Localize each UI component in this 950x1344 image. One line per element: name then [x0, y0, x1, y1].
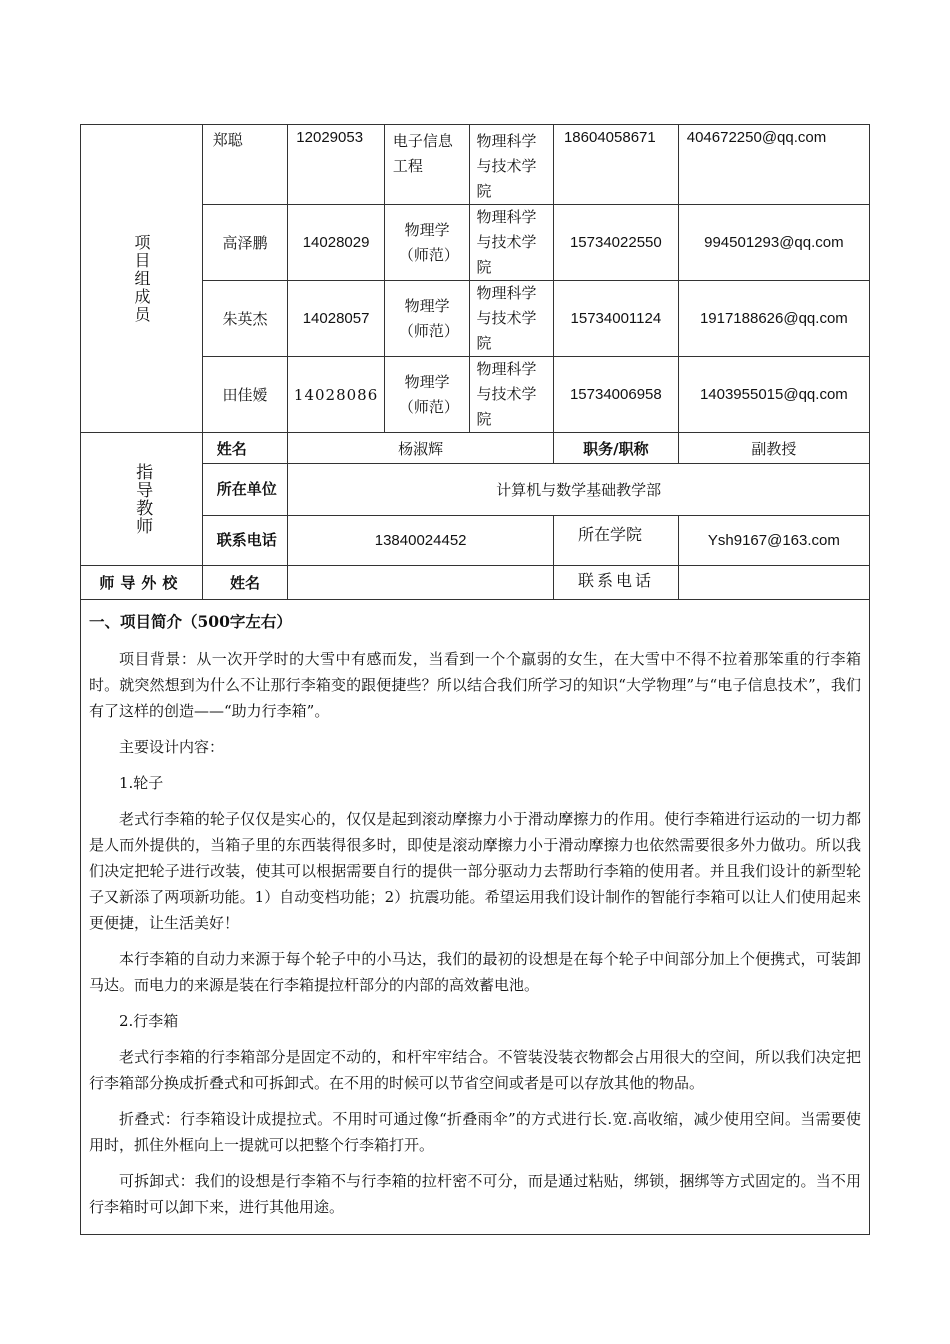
application-form [80, 124, 870, 1235]
member-email: 994501293@qq.com [678, 205, 869, 281]
info-table [80, 124, 870, 1235]
advisor-email: Ysh9167@163.com [678, 516, 869, 566]
member-email: 1917188626@qq.com [678, 281, 869, 357]
intro-paragraph: 本行李箱的自动力来源于每个轮子中的小马达，我们的最初的设想是在每个轮子中间部分加上个便携式，可装卸马达。而电力的来源是装在行李箱提拉杆部分的内部的高效蓄电池。 [89, 950, 861, 994]
member-major: 电子信息工程 [384, 125, 470, 205]
advisor-name-label: 姓名 [202, 433, 288, 464]
member-email: 1403955015@qq.com [678, 357, 869, 433]
advisor-title: 副教授 [678, 433, 869, 464]
advisor-name-row [81, 433, 870, 464]
member-name: 朱英杰 [202, 281, 288, 357]
intro-paragraph: 折叠式：行李箱设计成提拉式。不用时可通过像“折叠雨伞”的方式进行长.宽.高收缩，减少使用空间。当需要使用时，抓住外框向上一提就可以把整个行李箱打开。 [89, 1110, 861, 1154]
members-section-label-cell [81, 125, 203, 433]
advisor-unit-label: 所在单位 [202, 464, 288, 516]
advisor-phone: 13840024452 [288, 516, 554, 566]
advisor-college-label: 所在学院 [553, 516, 678, 566]
member-college: 物理科学与技术学院 [470, 357, 554, 433]
advisor-unit: 计算机与数学基础教学部 [288, 464, 870, 516]
member-major: 物理学（师范） [384, 281, 470, 357]
advisor-name: 杨淑辉 [288, 433, 554, 464]
intro-paragraph: 1.轮子 [119, 774, 164, 792]
member-name: 高泽鹏 [202, 205, 288, 281]
member-college: 物理科学与技术学院 [470, 205, 554, 281]
member-student-id: 14028057 [288, 281, 385, 357]
intro-paragraph: 2.行李箱 [119, 1012, 179, 1030]
intro-paragraph: 可拆卸式：我们的设想是行李箱不与行李箱的拉杆密不可分，而是通过粘贴，绑锁，捆绑等方式固定的。当不用行李箱时可以卸下来，进行其他用途。 [89, 1172, 861, 1216]
intro-paragraph: 项目背景：从一次开学时的大雪中有感而发，当看到一个个羸弱的女生，在大雪中不得不拉着那笨重的行李箱时。就突然想到为什么不让那行李箱变的跟便捷些？所以结合我们所学习的知识“大学物理”与“电子信息技术”，我们有了这样的创造——“助力行李箱”。 [89, 650, 861, 720]
intro-row [81, 600, 870, 1235]
member-student-id: 14028029 [288, 205, 385, 281]
member-college: 物理科学与技术学院 [470, 281, 554, 357]
advisor-phone-label: 联系电话 [202, 516, 288, 566]
member-phone: 15734006958 [553, 357, 678, 433]
member-major: 物理学（师范） [384, 357, 470, 433]
member-name: 田佳嫒 [202, 357, 288, 433]
intro-section [81, 600, 870, 1235]
members-section-label: 项目组成员 [131, 233, 151, 324]
member-phone: 15734022550 [553, 205, 678, 281]
member-student-id: 14028086 [288, 357, 385, 433]
member-row [81, 125, 870, 205]
advisor-section-label-cell [81, 433, 203, 566]
member-email: 404672250@qq.com [678, 125, 869, 205]
intro-heading: 一、项目简介（500字左右） [89, 612, 292, 631]
advisor-section-label: 指导教师 [132, 463, 153, 535]
member-name: 郑聪 [202, 125, 288, 205]
member-student-id: 12029053 [288, 125, 385, 205]
member-phone: 15734001124 [553, 281, 678, 357]
external-advisor-phone-label: 联系电话 [553, 566, 678, 600]
external-advisor-name-label: 姓名 [202, 566, 288, 600]
external-advisor-label: 师导外校 [81, 566, 203, 600]
intro-paragraph: 老式行李箱的行李箱部分是固定不动的，和杆牢牢结合。不管装没装衣物都会占用很大的空间，所以我们决定把行李箱部分换成折叠式和可拆卸式。在不用的时候可以节省空间或者是可以存放其他的物品。 [89, 1048, 861, 1092]
advisor-title-label: 职务/职称 [553, 433, 678, 464]
member-major: 物理学（师范） [384, 205, 470, 281]
member-college: 物理科学与技术学院 [470, 125, 554, 205]
external-advisor-row [81, 566, 870, 600]
member-phone: 18604058671 [553, 125, 678, 205]
external-advisor-name [288, 566, 554, 600]
external-advisor-phone [678, 566, 869, 600]
intro-paragraph: 主要设计内容： [119, 738, 225, 756]
intro-paragraph: 老式行李箱的轮子仅仅是实心的，仅仅是起到滚动摩擦力小于滑动摩擦力的作用。使行李箱进行运动的一切力都是人而外提供的，当箱子里的东西装得很多时，即使是滚动摩擦力小于滑动摩擦力也依然需要很多外力做功。所以我们决定把轮子进行改装，使其可以根据需要自行的提供一部分驱动力去帮助行李箱的使用者。并且我们设计的新型轮子又新添了两项新功能。1）自动变档功能；2）抗震功能。希望运用我们设计制作的智能行李箱可以让人们使用起来更便捷，让生活美好！ [89, 810, 861, 932]
